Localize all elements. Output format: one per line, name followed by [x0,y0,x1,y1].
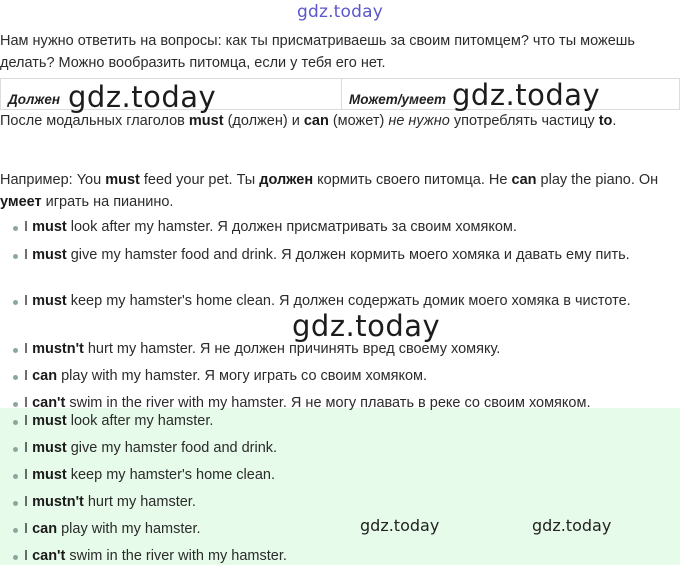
rule-paragraph: После модальных глаголов must (должен) и can (может) не нужно употреблять частицу to. [0,113,617,129]
watermark: gdz.today [532,516,612,535]
watermark: gdz.today [68,80,217,114]
bullet-icon [13,226,18,231]
intro-paragraph: Нам нужно ответить на вопросы: как ты присматриваешь за своим питомцем? что ты можешь делать? Можно вообразить питомца, если у тебя его нет. [0,33,635,71]
list-item: I must keep my hamster's home clean. [0,465,675,486]
bullet-icon [13,474,18,479]
bullet-icon [13,420,18,425]
site-logo[interactable]: gdz.today [296,2,384,22]
watermark: gdz.today [452,78,601,112]
bullet-icon [13,300,18,305]
list-item: I must look after my hamster. [0,411,675,432]
bullet-icon [13,501,18,506]
list-item: I must keep my hamster's home clean. Я должен содержать домик моего хомяка в чистоте. [0,291,675,312]
example-paragraph: Например: You must feed your pet. Ты должен кормить своего питомца. He can play the piano. Он умеет играть на пианино. [0,172,659,210]
list-item: I must give my hamster food and drink. Я должен кормить моего хомяка и давать ему пить. [0,245,675,266]
list-item: I can't swim in the river with my hamster. [0,546,675,567]
list-item: I must give my hamster food and drink. [0,438,675,459]
list-item: I can play with my hamster. Я могу играть со своим хомяком. [0,366,675,387]
table-header-must: Должен [8,92,60,107]
table-header-can: Может/умеет [349,92,447,107]
list-item: I must look after my hamster. Я должен присматривать за своим хомяком. [0,217,675,238]
bullet-icon [13,555,18,560]
modal-table [0,78,680,114]
bullet-icon [13,254,18,259]
bullet-icon [13,348,18,353]
list-item: I can play with my hamster. [0,519,675,540]
watermark: gdz.today [360,516,440,535]
watermark: gdz.today [292,309,441,343]
bullet-icon [13,528,18,533]
bullet-icon [13,375,18,380]
list-item: I mustn't hurt my hamster. Я не должен причинять вред своему хомяку. [0,339,675,360]
bullet-icon [13,402,18,407]
list-item: I mustn't hurt my hamster. [0,492,675,513]
bullet-icon [13,447,18,452]
list-item: I can't swim in the river with my hamster. Я не могу плавать в реке со своим хомяком. [0,393,675,414]
